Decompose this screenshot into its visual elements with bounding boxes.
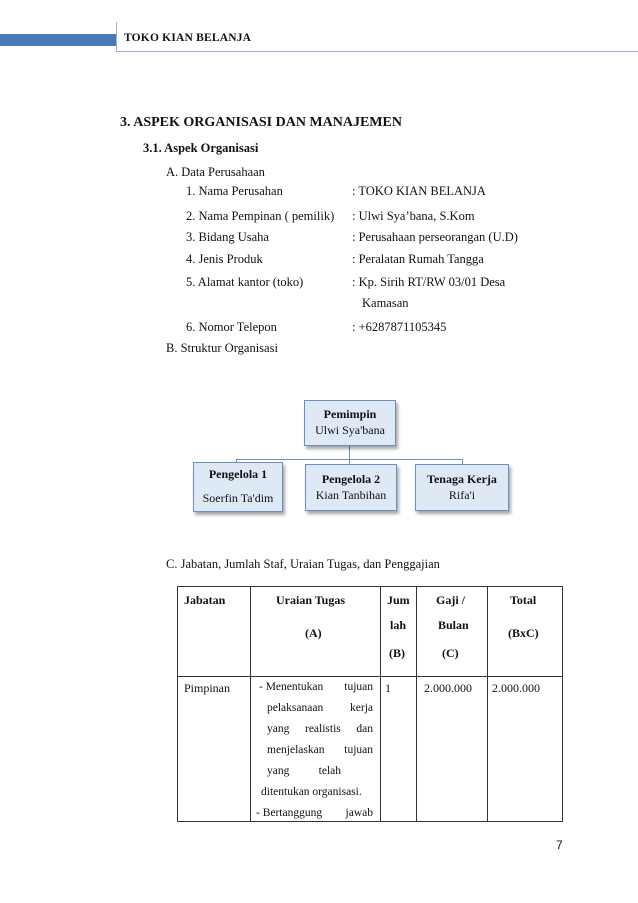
desc-word: - Menentukan bbox=[259, 681, 324, 693]
item-value-continued: Kamasan bbox=[362, 296, 409, 310]
desc-line bbox=[259, 698, 373, 719]
desc-line bbox=[259, 740, 373, 761]
item-value: : +6287871105345 bbox=[352, 320, 447, 334]
item-value: : Kp. Sirih RT/RW 03/01 Desa bbox=[352, 275, 506, 289]
th-uraian-sub: (A) bbox=[305, 626, 322, 640]
desc-word: dan bbox=[356, 723, 373, 735]
org-box-pengelola-1 bbox=[193, 462, 283, 512]
header-accent-bar bbox=[0, 34, 116, 46]
desc-word: tujuan bbox=[344, 744, 373, 756]
desc-word: yang bbox=[267, 723, 290, 735]
cell-gaji: 2.000.000 bbox=[424, 681, 472, 695]
desc-word: menjelaskan bbox=[267, 744, 325, 756]
th-jumlah-2: lah bbox=[390, 618, 407, 632]
desc-line: ditentukan organisasi. bbox=[261, 786, 362, 798]
struktur-organisasi-label: B. Struktur Organisasi bbox=[166, 341, 278, 355]
org-box-name: Soerfin Ta'dim bbox=[202, 491, 274, 505]
data-perusahaan-label: A. Data Perusahaan bbox=[166, 165, 265, 179]
th-jumlah-sub: (B) bbox=[389, 646, 405, 660]
desc-word: pelaksanaan bbox=[267, 702, 324, 714]
th-uraian: Uraian Tugas bbox=[276, 593, 346, 607]
th-gaji: Gaji / bbox=[436, 593, 465, 607]
desc-word: kerja bbox=[350, 702, 373, 714]
page-number: 7 bbox=[556, 838, 563, 852]
item-value: : TOKO KIAN BELANJA bbox=[352, 184, 486, 198]
item-label: 2. Nama Pempinan ( pemilik) bbox=[186, 209, 335, 223]
item-label: 5. Alamat kantor (toko) bbox=[186, 275, 304, 289]
org-box-name: Rifa'i bbox=[448, 488, 476, 502]
table-col-divider bbox=[487, 586, 488, 822]
desc-line bbox=[259, 761, 373, 782]
cell-jumlah: 1 bbox=[385, 681, 391, 695]
org-connector bbox=[349, 445, 350, 460]
desc-word: tujuan bbox=[344, 681, 373, 693]
header-title: TOKO KIAN BELANJA bbox=[124, 32, 252, 44]
header-divider bbox=[116, 51, 638, 52]
desc-line bbox=[256, 803, 373, 824]
item-value: : Peralatan Rumah Tangga bbox=[352, 252, 484, 266]
org-box-tenaga-kerja bbox=[415, 464, 509, 511]
desc-word: realistis bbox=[304, 723, 341, 735]
item-label: 6. Nomor Telepon bbox=[186, 320, 277, 334]
org-box-title: Pemimpin bbox=[323, 407, 377, 421]
jabatan-section-label: C. Jabatan, Jumlah Staf, Uraian Tugas, dan Penggajian bbox=[166, 557, 440, 571]
table-col-divider bbox=[380, 586, 381, 822]
desc-word: telah bbox=[318, 765, 341, 777]
desc-word: yang bbox=[267, 765, 290, 777]
th-gaji-sub: (C) bbox=[442, 646, 459, 660]
item-value: : Perusahaan perseorangan (U.D) bbox=[352, 230, 518, 244]
item-value: : Ulwi Sya’bana, S.Kom bbox=[352, 209, 475, 223]
th-jumlah: Jum bbox=[387, 593, 410, 607]
th-jabatan: Jabatan bbox=[184, 593, 226, 607]
desc-line bbox=[259, 719, 373, 740]
item-label: 1. Nama Perusahan bbox=[186, 184, 283, 198]
sub-heading: 3.1. Aspek Organisasi bbox=[143, 141, 259, 155]
section-heading: 3. ASPEK ORGANISASI DAN MANAJEMEN bbox=[120, 115, 402, 130]
cell-jabatan: Pimpinan bbox=[184, 681, 231, 695]
table-col-divider bbox=[250, 586, 251, 822]
org-box-title: Tenaga Kerja bbox=[427, 472, 497, 486]
org-box-name: Ulwi Sya'bana bbox=[315, 423, 385, 437]
org-box-title: Pengelola 2 bbox=[321, 472, 381, 486]
th-total-sub: (BxC) bbox=[508, 626, 539, 640]
th-total: Total bbox=[510, 593, 537, 607]
th-gaji-2: Bulan bbox=[438, 618, 469, 632]
org-box-name: Kian Tanbihan bbox=[315, 488, 387, 502]
item-label: 3. Bidang Usaha bbox=[186, 230, 269, 244]
desc-word: jawab bbox=[345, 807, 373, 819]
table-col-divider bbox=[416, 586, 417, 822]
cell-uraian bbox=[256, 677, 373, 824]
desc-word: - Bertanggung bbox=[256, 807, 323, 819]
header-divider-vertical bbox=[116, 22, 117, 52]
org-box-title: Pengelola 1 bbox=[208, 467, 268, 481]
cell-total: 2.000.000 bbox=[492, 681, 540, 695]
item-label: 4. Jenis Produk bbox=[186, 252, 263, 266]
org-box-leader bbox=[304, 400, 396, 446]
org-box-pengelola-2 bbox=[305, 464, 397, 511]
desc-line bbox=[259, 677, 373, 698]
